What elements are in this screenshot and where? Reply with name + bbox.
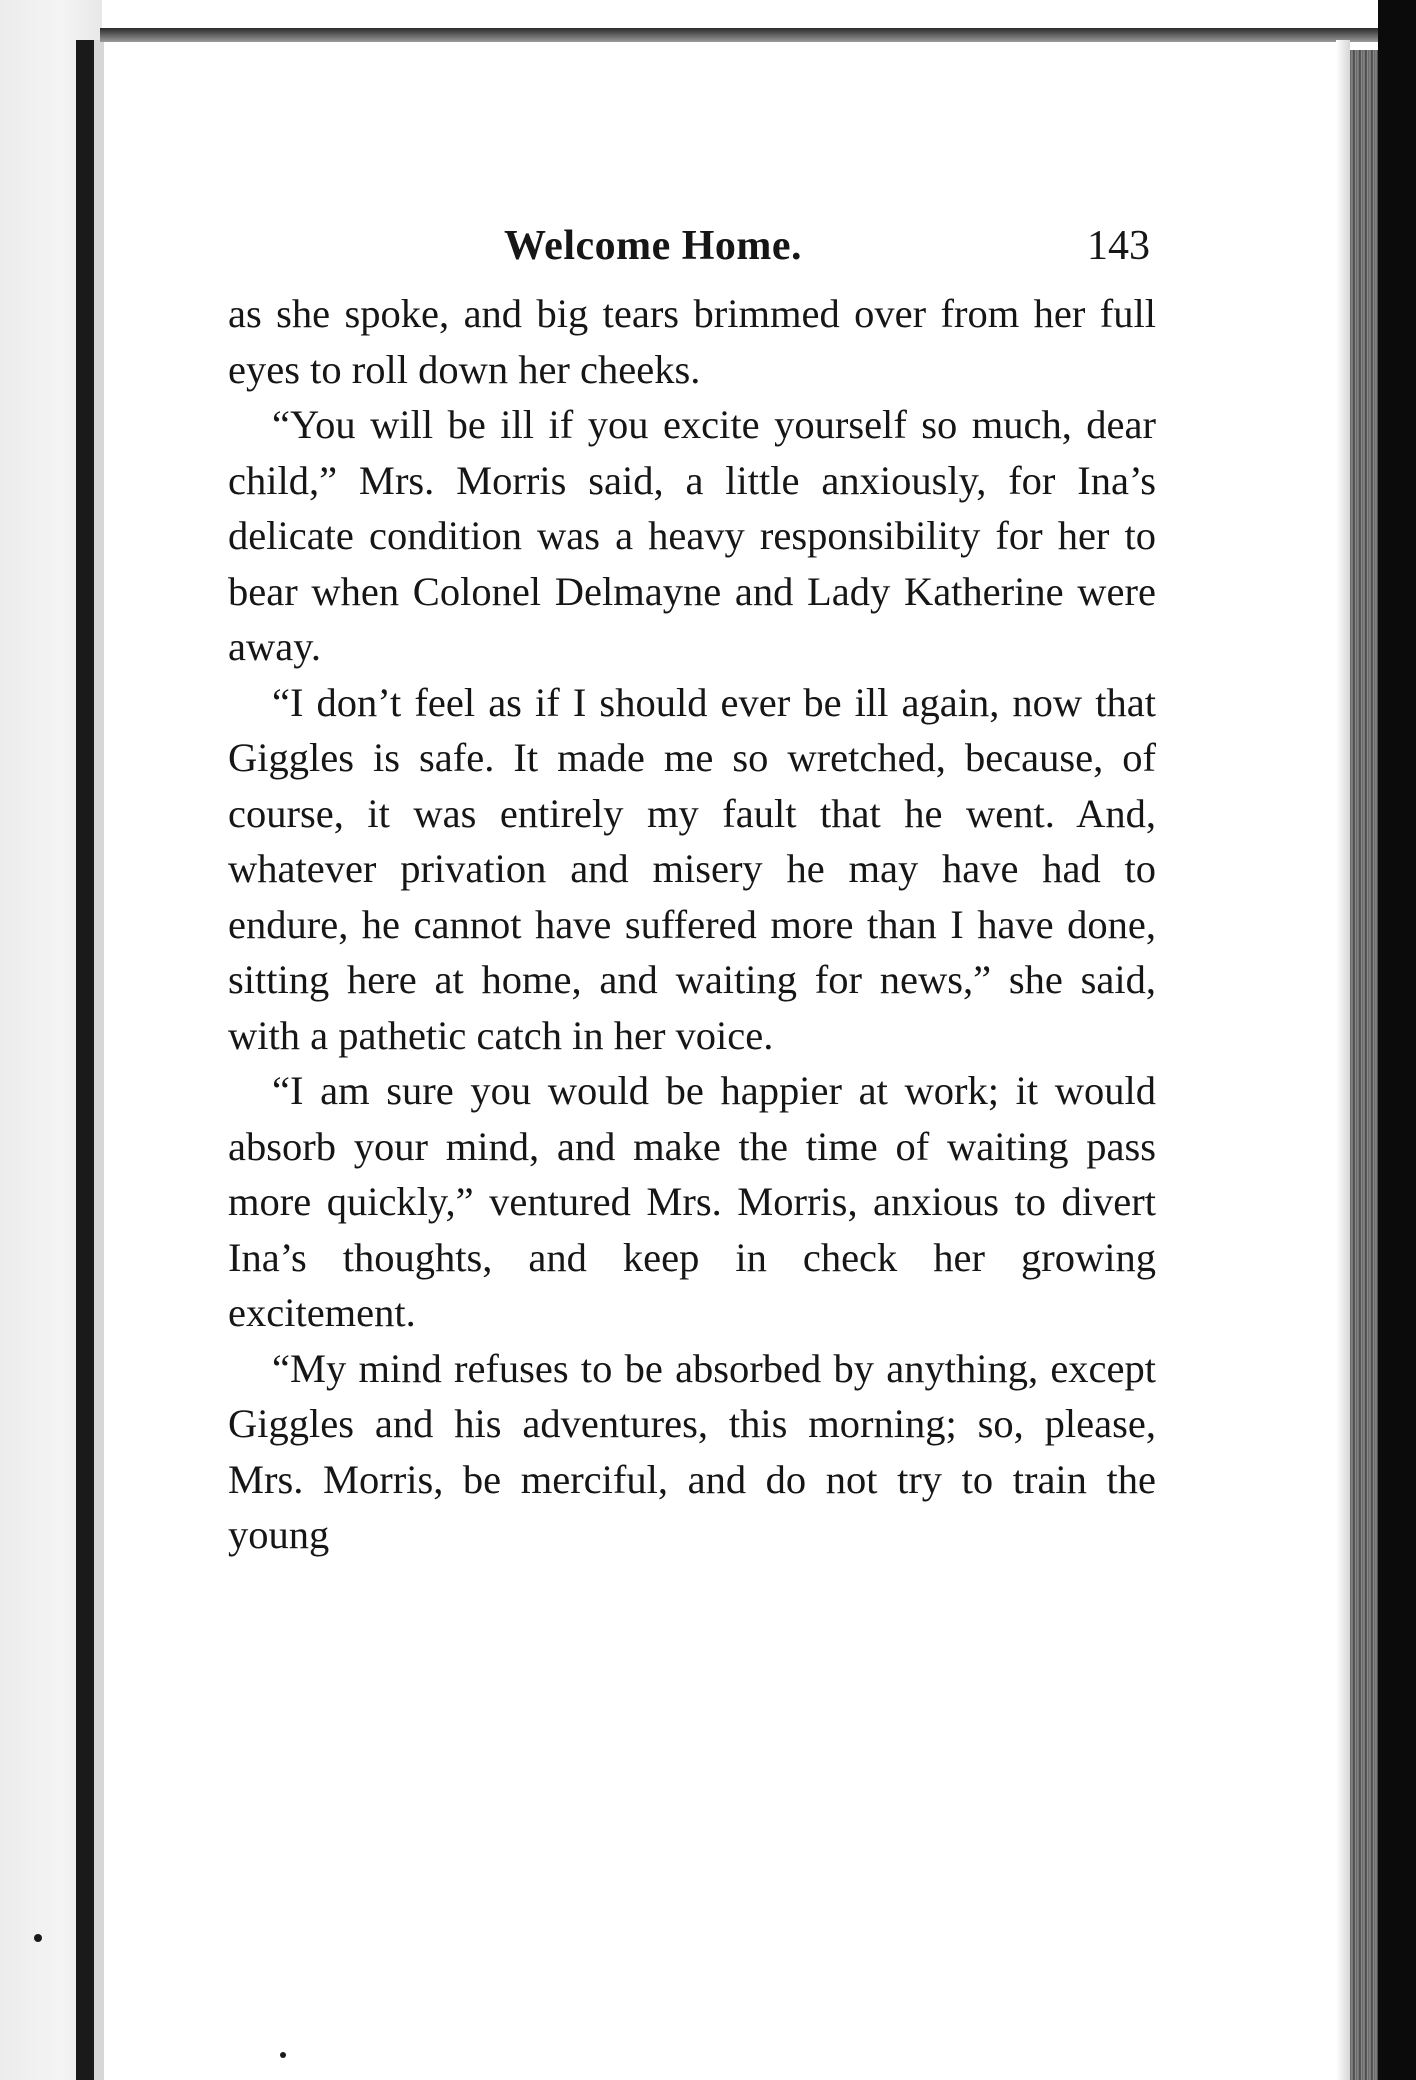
paragraph: “I am sure you would be happier at work; it would absorb your mind, and make the time of waiting pass more quickly,” ventured Mrs. Morris, anxious to divert Ina’s thoughts, and keep in check her growing excitement. (228, 1068, 1156, 1335)
paragraph: “You will be ill if you excite yourself so much, dear child,” Mrs. Morris said, a little anxiously, for Ina’s delicate condition was a heavy responsibility for her to bear when Colonel Delmayne and Lady Katherine were away. (228, 402, 1156, 669)
chapter-title: Welcome Home. (504, 223, 803, 269)
paragraph: “I don’t feel as if I should ever be ill again, now that Giggles is safe. It made me so wretched, because, of course, it was entirely my fault that he went. And, whatever privation and misery he may have had to endure, he cannot have suffered more than I have done, sitting here at home, and waiting for news,” she said, with a pathetic catch in her voice. (228, 679, 1156, 1058)
paragraph: as she spoke, and big tears brimmed over from her full eyes to roll down her cheeks. (228, 291, 1156, 392)
right-scan-border (1378, 0, 1416, 2080)
running-head (228, 222, 1156, 278)
left-binding-edge (76, 40, 102, 2080)
paragraph: “My mind refuses to be absorbed by anything, except Giggles and his adventures, this morning; so, please, Mrs. Morris, be merciful, and do not try to train the young (228, 1345, 1156, 1557)
right-gutter-shadow (1336, 40, 1350, 2080)
book-page (228, 222, 1156, 1563)
body-text (228, 286, 1156, 1563)
scan-speck (280, 2052, 286, 2058)
page-number: 143 (1087, 223, 1150, 269)
right-page-edges (1350, 50, 1378, 2080)
scan-speck (34, 1934, 42, 1942)
top-scan-shadow (100, 28, 1390, 42)
